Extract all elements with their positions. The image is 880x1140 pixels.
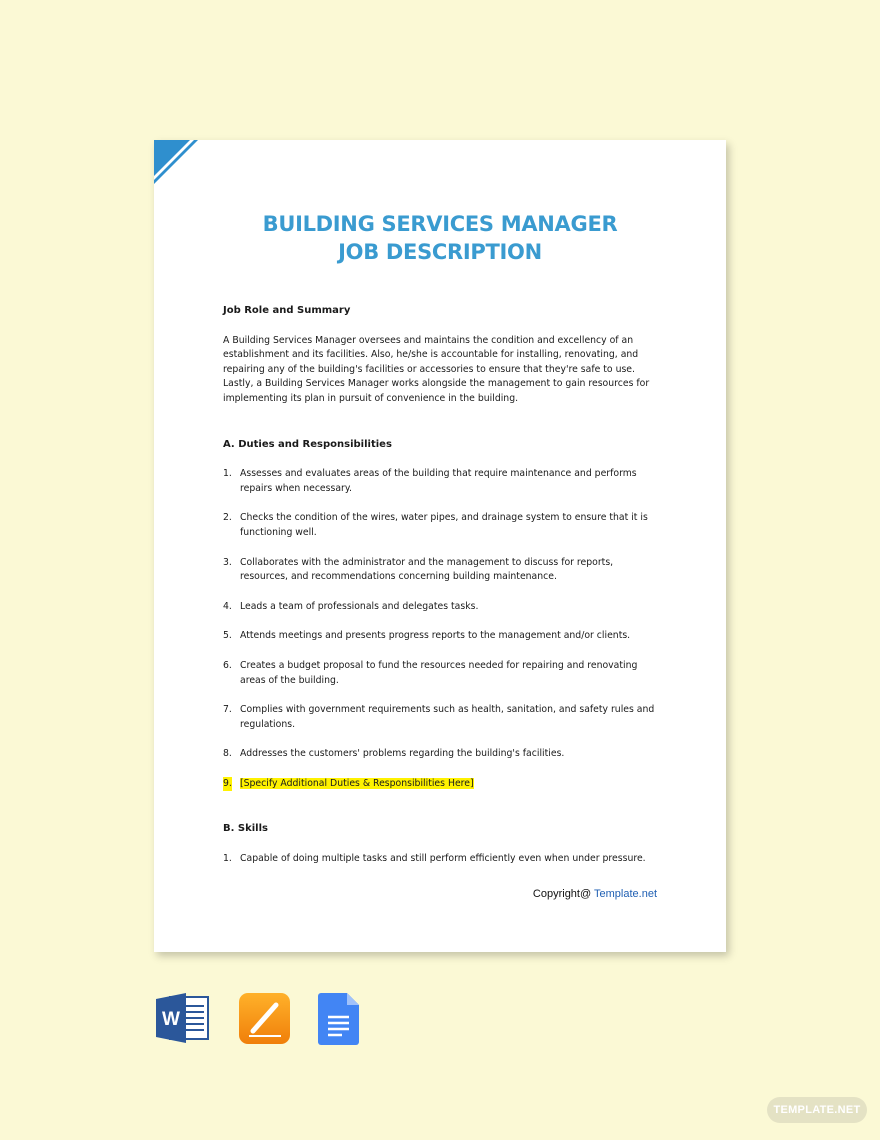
skills-heading: B. Skills [223, 823, 268, 835]
list-item [223, 852, 657, 867]
list-text: Complies with government requirements such as health, sanitation, and safety rules and regulations. [240, 704, 655, 730]
pages-icon[interactable] [239, 993, 290, 1044]
copyright-link[interactable]: Template.net [594, 888, 657, 900]
title-line-1: BUILDING SERVICES MANAGER [262, 212, 618, 236]
document-page [154, 140, 726, 952]
list-item [223, 659, 657, 688]
copyright-prefix: Copyright@ [532, 888, 595, 900]
list-number: 1. [223, 853, 232, 865]
summary-heading: Job Role and Summary [223, 305, 351, 316]
placeholder-text: [Specify Additional Duties & Responsibilities Here] [240, 777, 474, 789]
list-text: Creates a budget proposal to fund the resources needed for repairing and renovating areas of the building. [240, 659, 638, 686]
copyright-note [533, 888, 657, 900]
watermark-badge: TEMPLATE.NET [767, 1097, 867, 1123]
list-item [223, 556, 657, 585]
document-body [223, 304, 657, 882]
list-text: Addresses the customers' problems regarding the building's facilities. [240, 748, 565, 760]
list-number: 8. [223, 748, 232, 760]
title-line-2: JOB DESCRIPTION [338, 240, 542, 264]
list-item [223, 600, 657, 615]
list-number: 5. [223, 630, 232, 642]
word-icon[interactable] [156, 993, 210, 1043]
list-item [223, 511, 657, 540]
duties-heading: A. Duties and Responsibilities [223, 438, 392, 450]
list-number: 4. [223, 600, 232, 612]
app-icons [156, 993, 376, 1045]
corner-ribbon-icon [154, 140, 202, 188]
list-number: 9. [223, 777, 232, 792]
list-text: Attends meetings and presents progress reports to the management and/or clients. [240, 630, 631, 642]
list-item [223, 703, 657, 732]
list-text: Checks the condition of the wires, water pipes, and drainage system to ensure that it is functioning well. [240, 512, 648, 538]
list-text: Capable of doing multiple tasks and still perform efficiently even when under pressure. [240, 853, 646, 865]
document-title [154, 210, 726, 266]
summary-text: A Building Services Manager oversees and maintains the condition and excellency of an establishment and its facilities. Also, he/she is accountable for installing, renovating, and repairing any of the building's facilities or accessories to ensure that they're safe to use. Lastly, a Building Services Manager works alongside the management to gain resources for implementing its plan in pursuit of convenience in the building. [223, 334, 650, 404]
list-item [223, 467, 657, 496]
list-number: 6. [223, 659, 232, 671]
list-number: 3. [223, 556, 232, 568]
list-text: Leads a team of professionals and delegates tasks. [240, 600, 479, 612]
duties-list [223, 467, 657, 791]
list-item [223, 629, 657, 644]
list-text: Collaborates with the administrator and the management to discuss for reports, resources, and recommendations concerning building maintenance. [240, 556, 614, 583]
list-text: Assesses and evaluates areas of the building that require maintenance and performs repairs when necessary. [240, 468, 637, 494]
skills-list [223, 852, 657, 867]
google-docs-icon[interactable] [318, 993, 359, 1045]
list-item [223, 747, 657, 762]
list-number: 7. [223, 704, 232, 716]
list-item-placeholder [223, 777, 657, 792]
list-number: 2. [223, 512, 232, 524]
list-number: 1. [223, 468, 232, 480]
svg-text:W: W [162, 1009, 180, 1030]
